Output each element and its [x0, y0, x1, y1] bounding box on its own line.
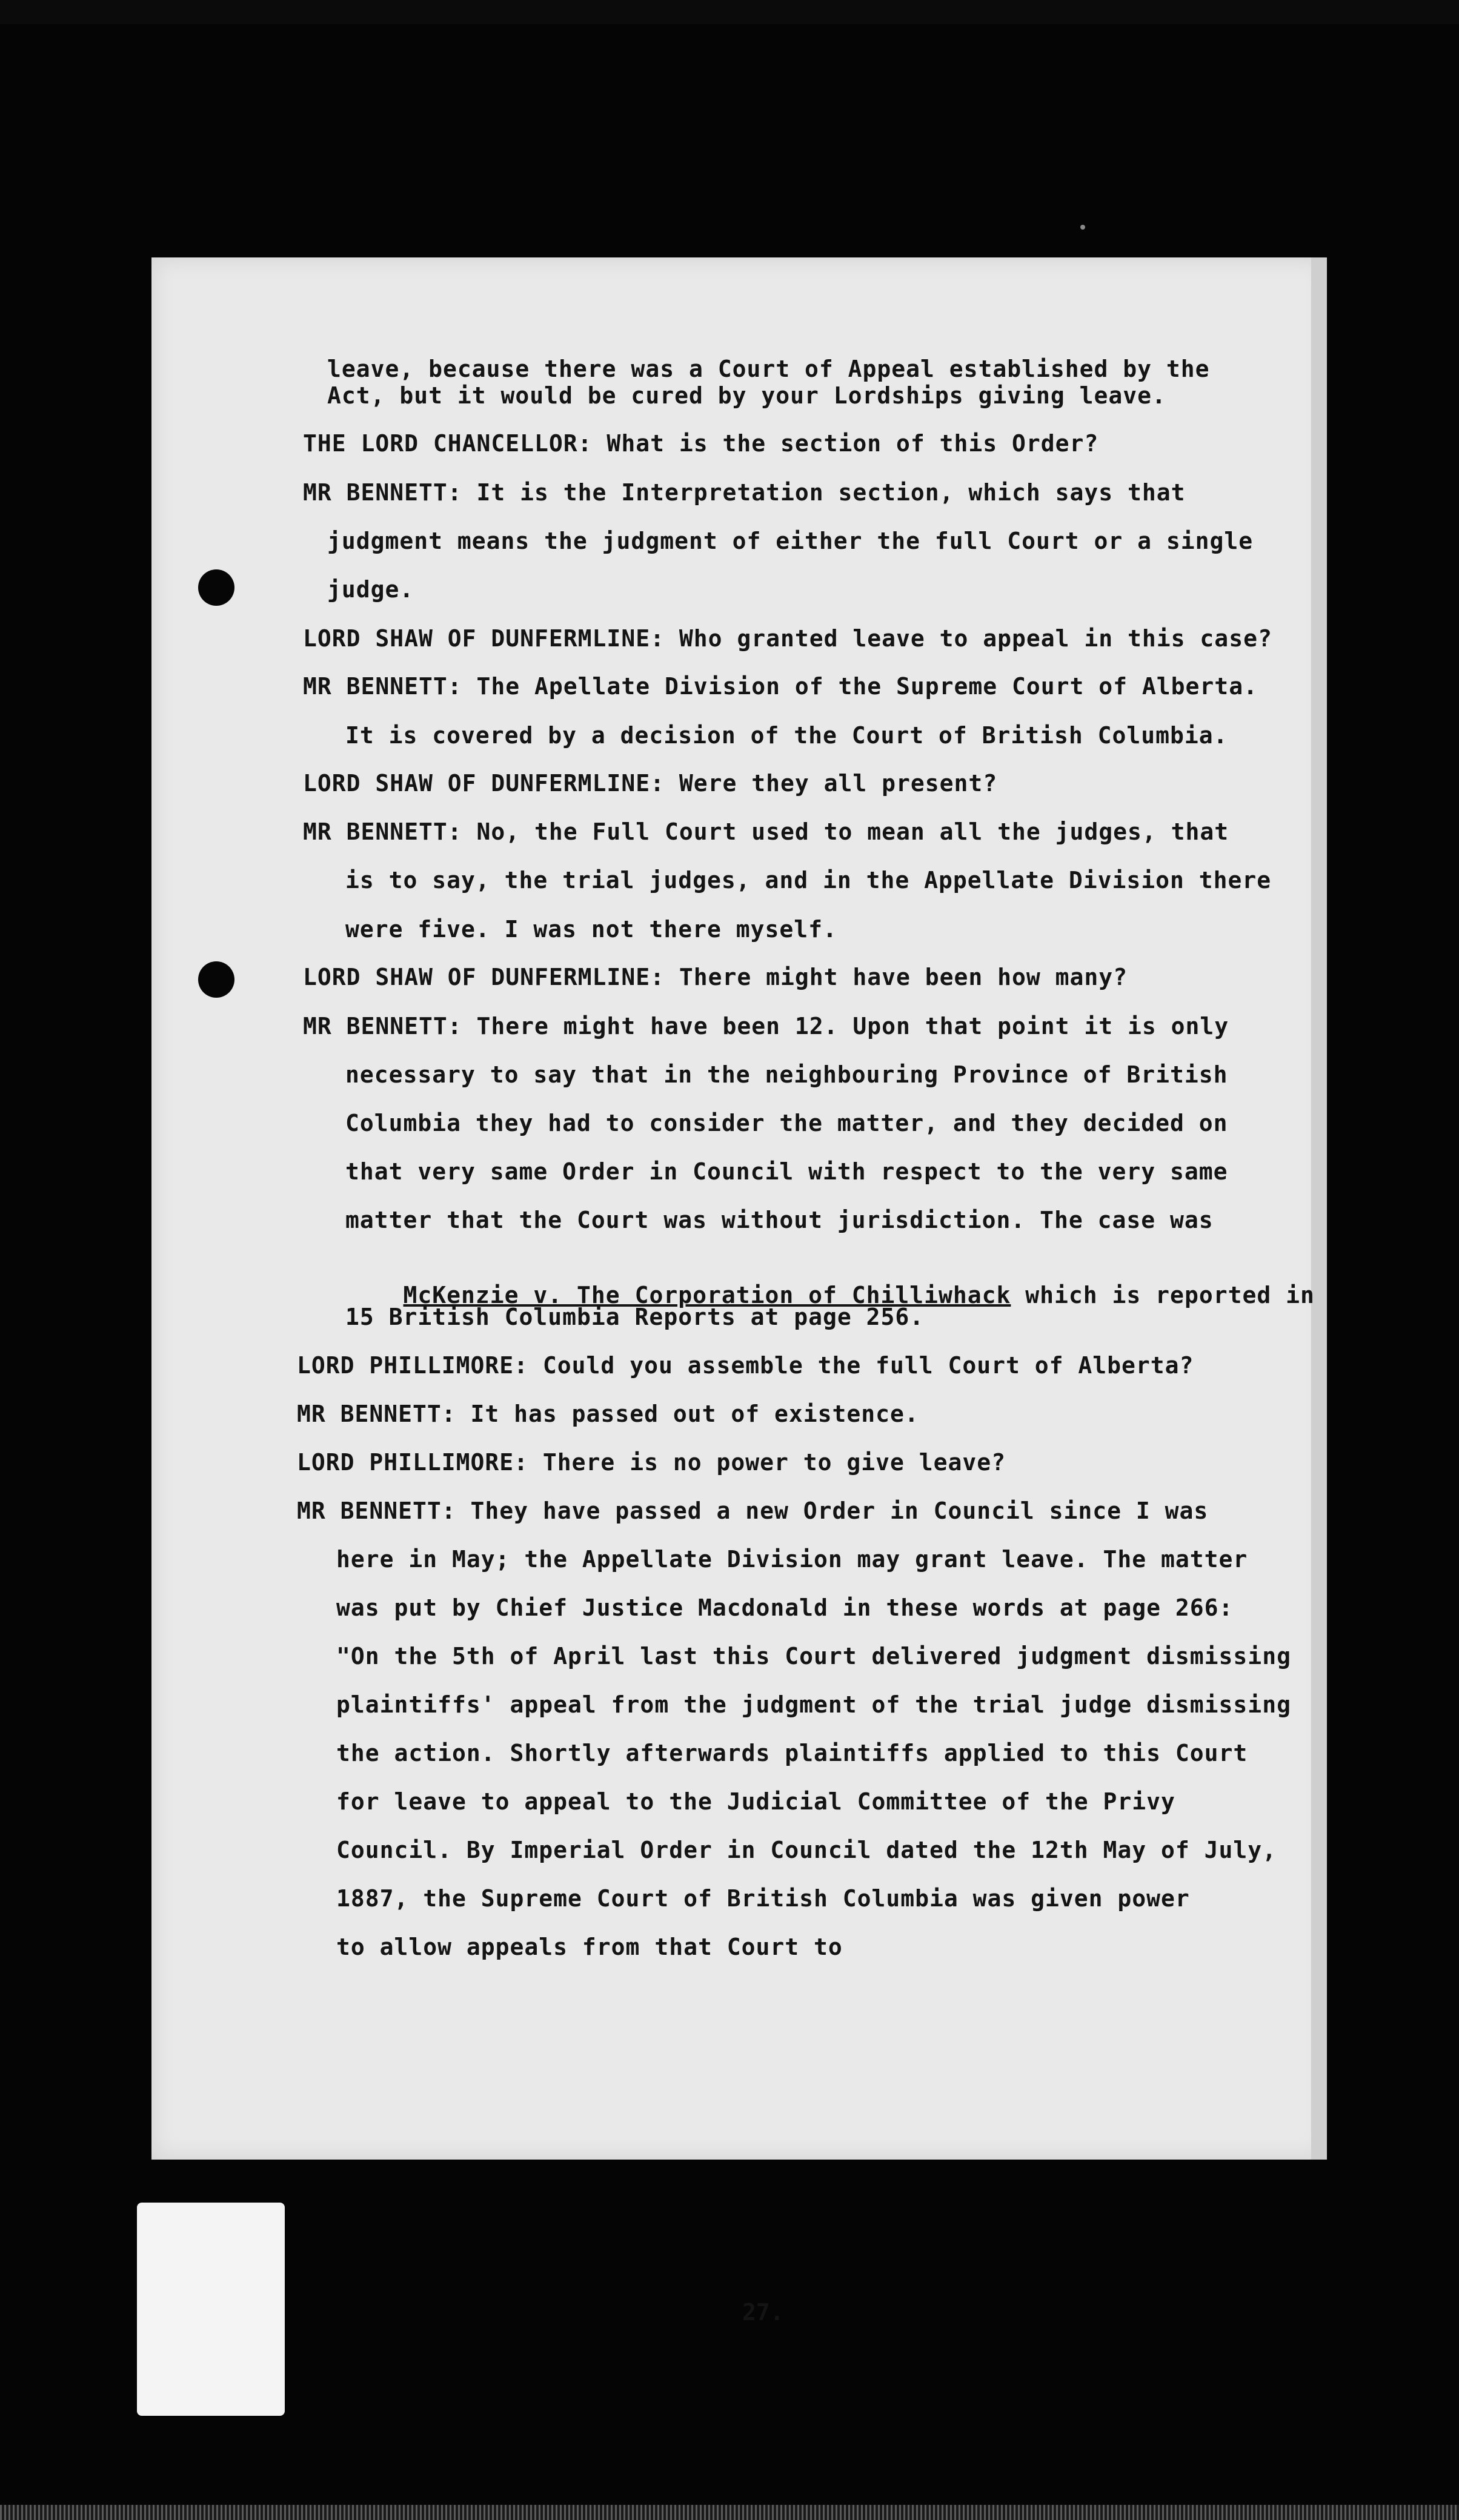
text-line: Columbia they had to consider the matter, and they decided on — [345, 1110, 1228, 1136]
speaker-line: MR BENNETT: It has passed out of existence. — [297, 1401, 919, 1427]
punch-hole-icon — [198, 961, 234, 998]
speaker-line: LORD PHILLIMORE: There is no power to give leave? — [297, 1449, 1006, 1476]
speaker-line: MR BENNETT: It is the Interpretation section, which says that — [303, 479, 1186, 506]
speaker-line: THE LORD CHANCELLOR: What is the section of this Order? — [303, 430, 1099, 457]
case-citation: McKenzie v. The Corporation of Chilliwhack — [403, 1282, 1011, 1308]
speaker-line: MR BENNETT: There might have been 12. Upon that point it is only — [303, 1013, 1229, 1040]
quoted-text-line: plaintiffs' appeal from the judgment of the trial judge dismissing — [336, 1691, 1291, 1718]
quoted-text-line: to allow appeals from that Court to — [336, 1934, 843, 1960]
punch-hole-icon — [198, 569, 234, 606]
speaker-line: LORD PHILLIMORE: Could you assemble the full Court of Alberta? — [297, 1352, 1194, 1379]
text-line: that very same Order in Council with respect to the very same — [345, 1158, 1228, 1185]
speaker-line: MR BENNETT: No, the Full Court used to mean all the judges, that — [303, 818, 1229, 845]
document-page — [151, 257, 1327, 2326]
speaker-line: LORD SHAW OF DUNFERMLINE: Were they all present? — [303, 770, 998, 797]
text-line: Act, but it would be cured by your Lordships giving leave. — [327, 382, 1166, 409]
page-number: 27. — [742, 2299, 784, 2326]
quoted-text-line: "On the 5th of April last this Court delivered judgment dismissing — [336, 1643, 1291, 1669]
text-line: matter that the Court was without jurisdiction. The case was — [345, 1207, 1214, 1233]
page-edge-shadow — [1311, 257, 1327, 2160]
quoted-text-line: 1887, the Supreme Court of British Columbia was given power — [336, 1885, 1190, 1912]
quoted-text-line: the action. Shortly afterwards plaintiffs applied to this Court — [336, 1740, 1248, 1766]
text-line: was put by Chief Justice Macdonald in these words at page 266: — [336, 1594, 1234, 1621]
text-line: It is covered by a decision of the Court of British Columbia. — [345, 722, 1228, 749]
text-line: were five. I was not there myself. — [345, 916, 837, 943]
film-bottom-strip — [0, 2505, 1459, 2520]
speaker-line: LORD SHAW OF DUNFERMLINE: Who granted leave to appeal in this case? — [303, 625, 1272, 652]
text-line: leave, because there was a Court of Appeal established by the — [327, 356, 1210, 382]
quoted-text-line: Council. By Imperial Order in Council dated the 12th May of July, — [336, 1837, 1277, 1863]
text-line: 15 British Columbia Reports at page 256. — [345, 1304, 925, 1330]
quoted-text-line: for leave to appeal to the Judicial Committee of the Privy — [336, 1788, 1175, 1815]
dust-speck — [1080, 225, 1085, 230]
speaker-line: MR BENNETT: They have passed a new Order in Council since I was — [297, 1497, 1209, 1524]
film-label-tag — [137, 2203, 285, 2416]
speaker-line: MR BENNETT: The Apellate Division of the Supreme Court of Alberta. — [303, 673, 1258, 700]
speaker-line: LORD SHAW OF DUNFERMLINE: There might have been how many? — [303, 964, 1128, 990]
text-line: necessary to say that in the neighbouring Province of British — [345, 1061, 1228, 1088]
text-line: is to say, the trial judges, and in the Appellate Division there — [345, 867, 1272, 894]
text-line: here in May; the Appellate Division may grant leave. The matter — [336, 1546, 1248, 1573]
text-line: judgment means the judgment of either the full Court or a single — [327, 528, 1254, 554]
text-fragment: which is reported in — [1025, 1282, 1315, 1308]
film-top-edge — [0, 0, 1459, 24]
text-line: judge. — [327, 576, 414, 603]
